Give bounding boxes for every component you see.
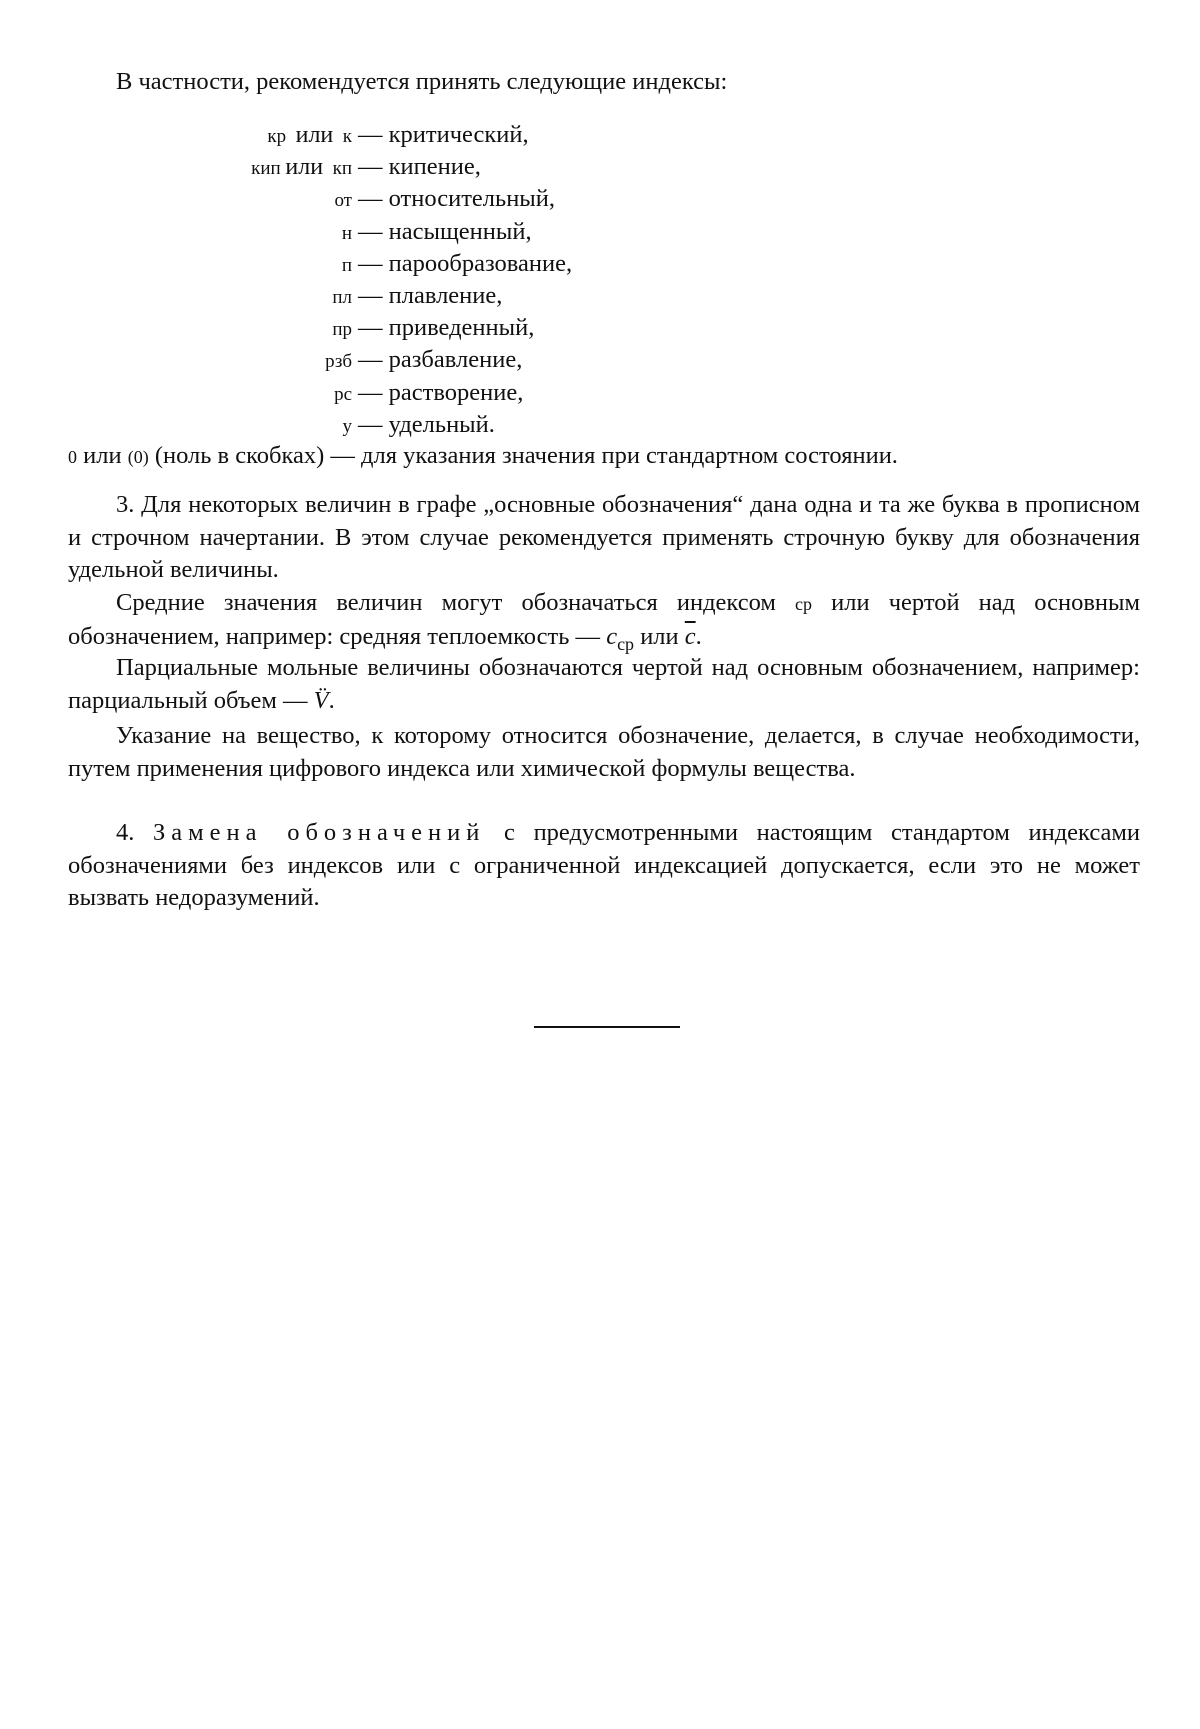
heat-capacity-symbol: c <box>606 622 618 650</box>
mean-text-1: Средние значения величин могут обозначаться индексом <box>116 589 776 616</box>
paragraph-4-text: с предусмотренными настоящим стандартом индексами обозначениями без индексов или с ограниченной индексацией допускается, если это не может вызвать недоразумений. <box>68 819 1140 911</box>
mean-index: ср <box>795 594 812 614</box>
standard-or: или <box>83 442 122 469</box>
index-abbr: н <box>341 222 352 244</box>
index-abbr: рзб <box>325 351 352 373</box>
index-description: — относительный, <box>358 185 556 213</box>
mean-end: . <box>695 622 702 650</box>
index-description: — плавление, <box>358 281 503 309</box>
mean-text-2: или чертой над основным обозначением, например: средняя теплоемкость — <box>68 589 1140 650</box>
heat-capacity-index: ср <box>617 633 635 654</box>
index-description: — растворение, <box>358 378 524 406</box>
index-row <box>0 183 1200 215</box>
index-abbr: кр <box>267 126 287 147</box>
index-row <box>0 248 1200 280</box>
index-abbr: п <box>341 254 352 276</box>
index-row <box>0 344 1200 376</box>
index-abbr: от <box>334 190 352 212</box>
index-abbr: пл <box>332 286 352 308</box>
index-abbr: пр <box>332 319 352 341</box>
paragraph-substance: Указание на вещество, к которому относится обозначение, делается, в случае необходимости, путем применения цифрового индекса или химической формулы вещества. <box>68 722 1140 782</box>
paragraph-4 <box>68 817 1140 915</box>
index-row <box>0 119 1200 151</box>
paragraph-4-number: 4. <box>116 819 135 846</box>
index-row <box>0 409 1200 441</box>
partial-volume-symbol: V̈ <box>313 686 329 714</box>
index-description: — разбавление, <box>358 346 523 374</box>
paragraph-partial-molar <box>68 652 1140 717</box>
heat-capacity-bar-symbol: $\overline{c}$ <box>684 622 696 650</box>
partial-end: . <box>328 686 335 714</box>
index-abbr: кип <box>251 158 281 180</box>
mean-or: или <box>640 622 679 650</box>
index-description: — кипение, <box>358 153 481 181</box>
index-abbr-alt: к <box>342 126 352 147</box>
standard-index-alt: (0) <box>127 447 149 467</box>
paragraph-mean-values <box>68 587 1140 660</box>
index-description: — парообразование, <box>358 249 573 277</box>
index-row <box>0 312 1200 344</box>
index-or: или <box>285 154 324 181</box>
index-description: — критический, <box>358 121 529 148</box>
standard-description: (ноль в скобках) — для указания значения при стандартном состоянии. <box>154 442 898 469</box>
paragraph-4-spaced-title: Замена обозначений <box>153 819 486 846</box>
index-list <box>0 119 1200 441</box>
partial-text: Парциальные мольные величины обозначаются чертой над основным обозначением, например: парциальный объем — <box>68 654 1140 714</box>
index-or: или <box>295 122 334 148</box>
index-abbr: у <box>342 415 352 437</box>
index-abbr-alt: кп <box>332 158 352 180</box>
index-row <box>0 377 1200 409</box>
index-description: — насыщенный, <box>358 217 532 245</box>
index-row <box>0 280 1200 312</box>
index-description: — приведенный, <box>358 314 535 342</box>
standard-index: 0 <box>68 447 77 467</box>
paragraph-3: 3. Для некоторых величин в графе „основные обозначения“ дана одна и та же буква в прописном и строчном начертании. В этом случае рекомендуется применять строчную букву для обозначения удельной величины. <box>68 491 1140 583</box>
index-abbr: рс <box>334 383 352 405</box>
intro-sentence: В частности, рекомендуется принять следующие индексы: <box>116 68 728 95</box>
standard-state-line <box>68 440 1140 474</box>
index-row <box>0 216 1200 248</box>
index-description: — удельный. <box>358 410 495 438</box>
end-rule <box>534 1026 680 1028</box>
index-row <box>0 151 1200 183</box>
